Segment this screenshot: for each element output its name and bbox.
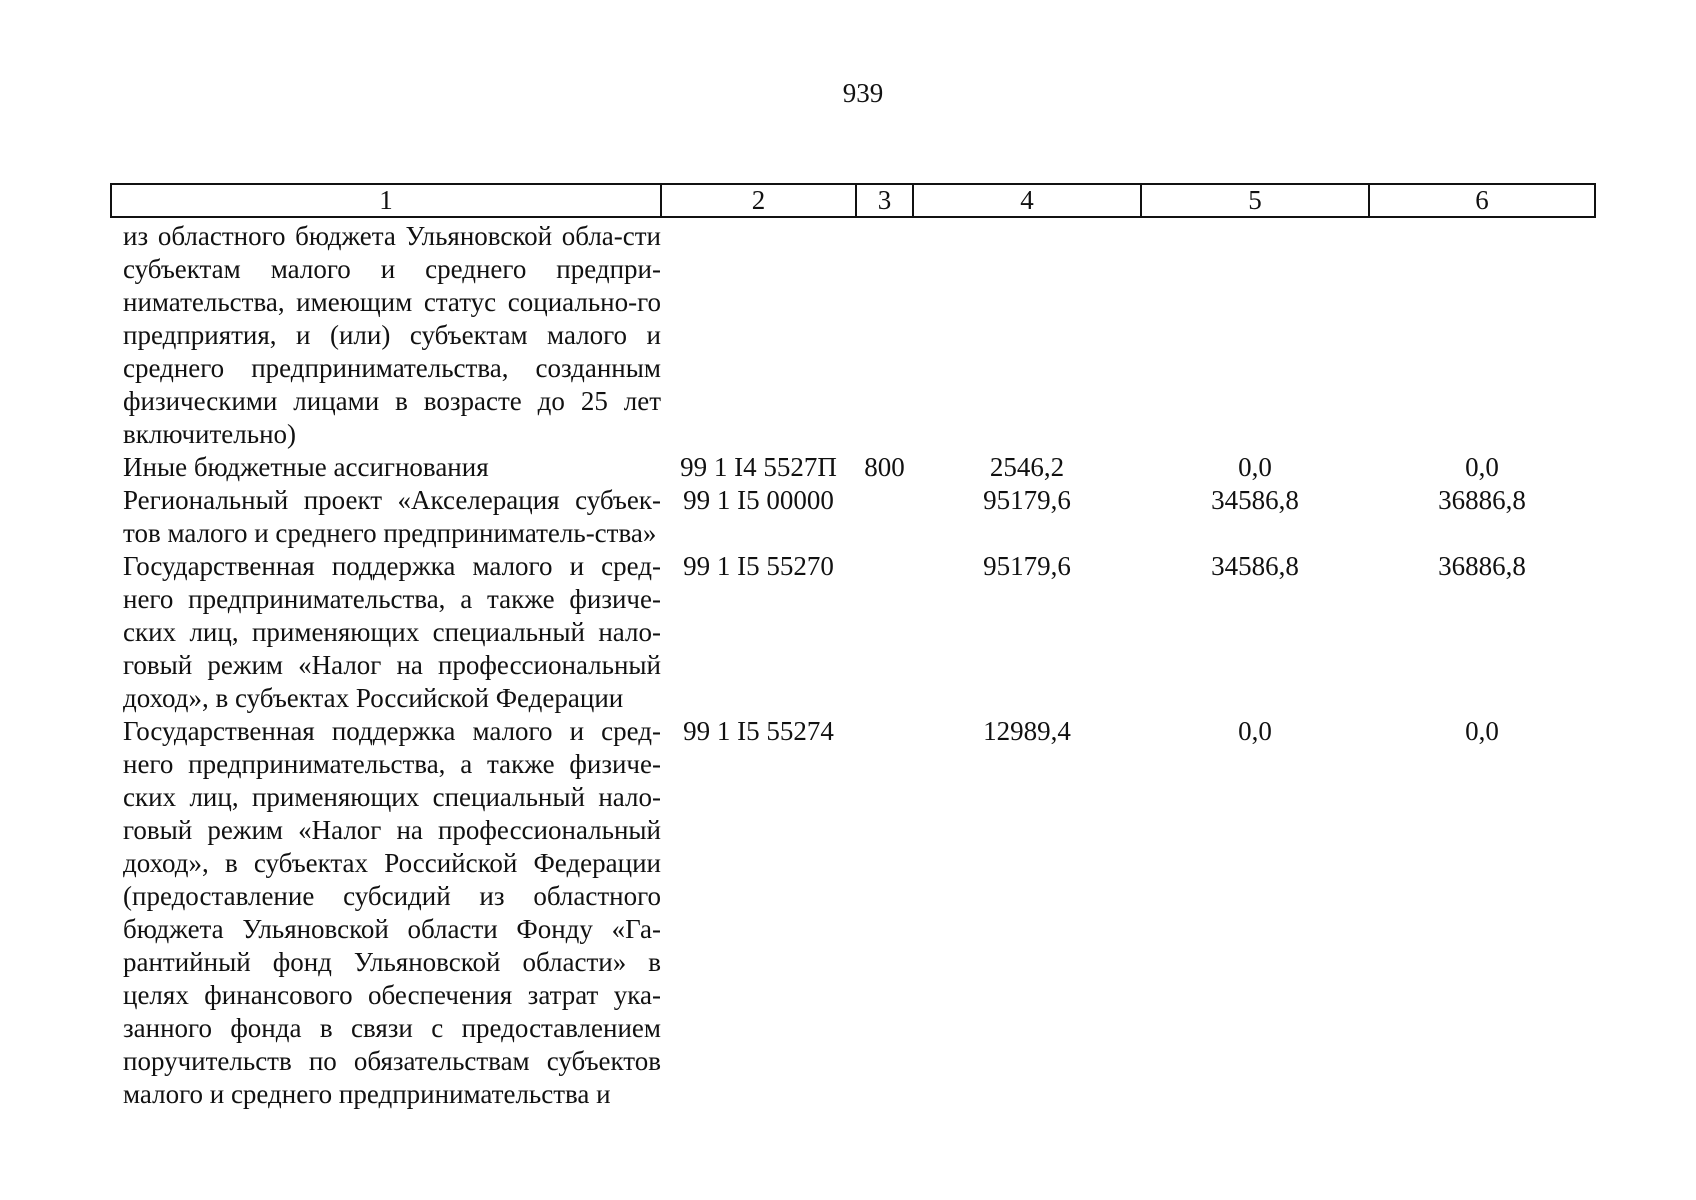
- row-value-5: 34586,8: [1211, 485, 1299, 515]
- row-value-6: [1369, 217, 1595, 451]
- row-expense-type: [856, 715, 913, 1111]
- row-value-4: 95179,6: [983, 551, 1071, 581]
- row-name: Региональный проект «Акселерация субъек-тов малого и среднего предприниматель-ства»: [123, 485, 661, 548]
- table-row: [111, 217, 1595, 451]
- row-name: Государственная поддержка малого и сред-него предпринимательства, а также физиче-ских лиц, применяющих специальный нало-говый режим «Налог на профессиональный доход», в субъектах Российской Федерации (предоставление субсидий из областного бюджета Ульяновской области Фонду «Га-рантийный фонд Ульяновской области» в целях финансового обеспечения затрат ука-занного фонда в связи с предоставлением поручительств по обязательствам субъектов малого и среднего предпринимательства и: [123, 716, 661, 1109]
- row-value-5: 34586,8: [1211, 551, 1299, 581]
- row-code: 99 1 I5 00000: [683, 485, 834, 515]
- row-value-4: 12989,4: [983, 716, 1071, 746]
- row-code: 99 1 I5 55270: [683, 551, 834, 581]
- row-expense-type: 800: [864, 452, 905, 482]
- row-code: 99 1 I5 55274: [683, 716, 834, 746]
- row-expense-type: [856, 550, 913, 715]
- row-expense-type: [856, 217, 913, 451]
- table-row: [111, 550, 1595, 715]
- row-value-5: 0,0: [1238, 716, 1272, 746]
- row-value-5: 0,0: [1238, 452, 1272, 482]
- column-header-5: 5: [1141, 184, 1369, 217]
- row-code: 99 1 I4 5527П: [680, 452, 837, 482]
- column-header-4: 4: [913, 184, 1141, 217]
- row-name: из областного бюджета Ульяновской обла-сти субъектам малого и среднего предпри-нимательства, имеющим статус социально-го предприятия, и (или) субъектам малого и среднего предпринимательства, созданным физическими лицами в возрасте до 25 лет включительно): [123, 221, 661, 449]
- column-header-1: 1: [111, 184, 661, 217]
- row-value-6: 0,0: [1465, 716, 1499, 746]
- column-header-2: 2: [661, 184, 856, 217]
- row-value-6: 36886,8: [1438, 485, 1526, 515]
- row-value-4: 2546,2: [989, 452, 1065, 482]
- row-expense-type: [856, 484, 913, 550]
- row-name: Иные бюджетные ассигнования: [123, 452, 489, 482]
- table-header-row: [111, 184, 1595, 217]
- column-header-6: 6: [1369, 184, 1595, 217]
- row-value-4: [913, 217, 1141, 451]
- row-value-5: [1141, 217, 1369, 451]
- row-name: Государственная поддержка малого и сред-него предпринимательства, а также физиче-ских лиц, применяющих специальный нало-говый режим «Налог на профессиональный доход», в субъектах Российской Федерации: [123, 551, 661, 713]
- table-row: [111, 715, 1595, 1111]
- row-value-4: 95179,6: [983, 485, 1071, 515]
- table-row: [111, 451, 1595, 484]
- row-value-6: 36886,8: [1438, 551, 1526, 581]
- page-number: 939: [842, 78, 884, 108]
- table-row: [111, 484, 1595, 550]
- column-header-3: 3: [856, 184, 913, 217]
- row-code: [661, 217, 856, 451]
- row-value-6: 0,0: [1465, 452, 1499, 482]
- budget-table: [110, 183, 1596, 1111]
